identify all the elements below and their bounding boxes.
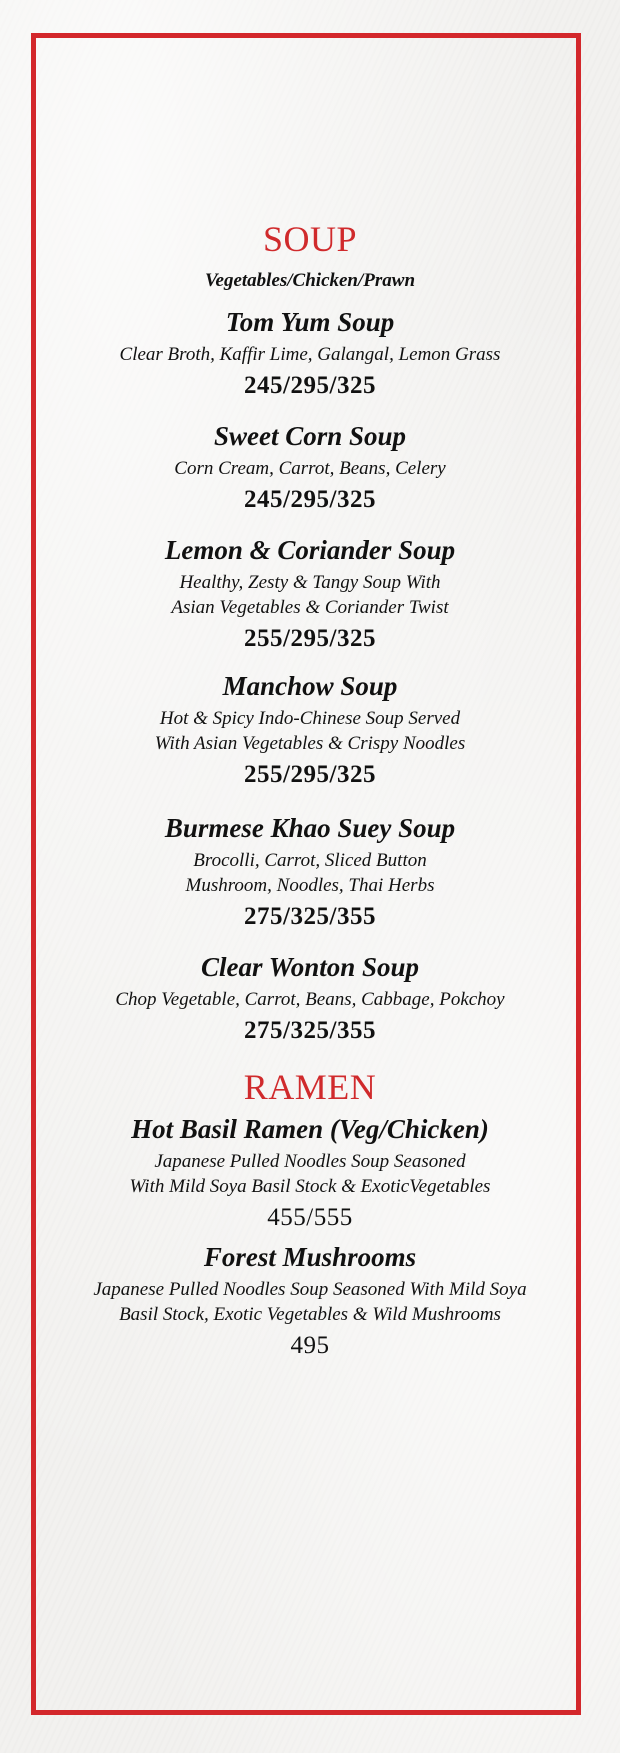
menu-item xyxy=(36,951,584,1046)
item-name: Burmese Khao Suey Soup xyxy=(164,813,456,843)
item-description: Mushroom, Noodles, Thai Herbs xyxy=(185,875,435,896)
menu-item xyxy=(36,306,584,401)
menu-item xyxy=(36,670,584,790)
item-price: 275/325/355 xyxy=(244,1017,376,1044)
item-name: Clear Wonton Soup xyxy=(200,952,420,982)
item-description: Chop Vegetable, Carrot, Beans, Cabbage, Pokchoy xyxy=(115,989,505,1010)
section-title-ramen: RAMEN xyxy=(243,1067,377,1107)
section-title-soup: SOUP xyxy=(262,219,358,259)
item-description: Hot & Spicy Indo-Chinese Soup Served xyxy=(159,708,461,729)
menu-item xyxy=(36,812,584,932)
menu-item xyxy=(36,420,584,515)
item-name: Hot Basil Ramen (Veg/Chicken) xyxy=(131,1114,489,1144)
item-description: Japanese Pulled Noodles Soup Seasoned xyxy=(154,1151,466,1172)
item-name: Forest Mushrooms xyxy=(203,1242,417,1272)
item-price: 255/295/325 xyxy=(244,761,376,788)
menu-item xyxy=(36,1113,584,1233)
item-description: Corn Cream, Carrot, Beans, Celery xyxy=(174,458,446,479)
item-price: 245/295/325 xyxy=(244,486,376,513)
item-description: Brocolli, Carrot, Sliced Button xyxy=(193,850,427,871)
item-description: Healthy, Zesty & Tangy Soup With xyxy=(179,572,441,593)
item-description: With Mild Soya Basil Stock & ExoticVegetables xyxy=(129,1176,491,1197)
item-price: 245/295/325 xyxy=(244,372,376,399)
menu-item xyxy=(36,534,584,654)
item-price: 455/555 xyxy=(267,1204,353,1231)
item-name: Manchow Soup xyxy=(222,671,398,701)
item-name: Tom Yum Soup xyxy=(225,307,395,337)
item-name: Lemon & Coriander Soup xyxy=(164,535,456,565)
item-description: With Asian Vegetables & Crispy Noodles xyxy=(154,733,466,754)
item-price: 495 xyxy=(290,1332,330,1359)
item-description: Asian Vegetables & Coriander Twist xyxy=(171,597,449,618)
menu-item xyxy=(36,1241,584,1361)
section-subtitle-soup: Vegetables/Chicken/Prawn xyxy=(204,270,416,291)
item-description: Clear Broth, Kaffir Lime, Galangal, Lemon Grass xyxy=(119,344,501,365)
item-price: 275/325/355 xyxy=(244,903,376,930)
item-description: Japanese Pulled Noodles Soup Seasoned With Mild Soya xyxy=(93,1279,527,1300)
item-name: Sweet Corn Soup xyxy=(213,421,407,451)
item-price: 255/295/325 xyxy=(244,625,376,652)
item-description: Basil Stock, Exotic Vegetables & Wild Mushrooms xyxy=(119,1304,501,1325)
